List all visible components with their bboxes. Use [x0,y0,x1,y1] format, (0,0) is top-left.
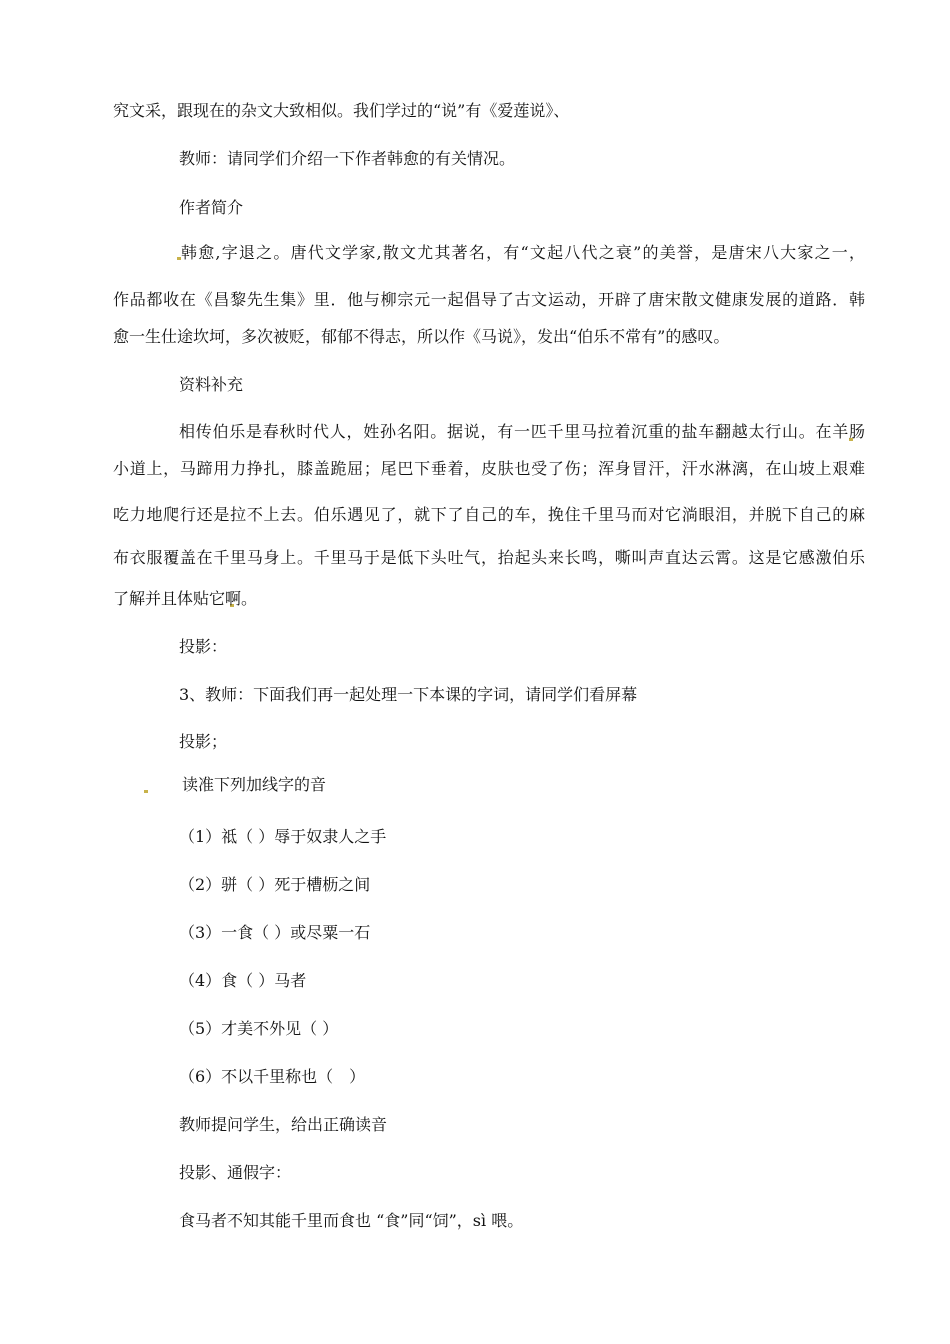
text-line: 作品都收在《昌黎先生集》里．他与柳宗元一起倡导了古文运动，开辟了唐宋散文健康发展的道路．韩 [113,290,865,309]
text-line: 愈一生仕途坎坷，多次被贬，郁郁不得志，所以作《马说》，发出“伯乐不常有”的感叹。 [113,327,730,346]
section-heading-author: 作者简介 [179,198,244,217]
text-line: 了解并且体贴它啊。 [113,589,258,608]
list-item: （1）祗（ ）辱于奴隶人之手 [179,827,387,846]
marker-dot [144,790,148,793]
list-item: （5）才美不外见（ ） [179,1019,339,1038]
text-line: 相传伯乐是春秋时代人，姓孙名阳。据说，有一匹千里马拉着沉重的盐车翻越太行山。在羊肠 [179,422,865,441]
list-item: （4）食（ ）马者 [179,971,307,990]
text-line: 3、教师：下面我们再一起处理一下本课的字词，请同学们看屏幕 [179,685,638,704]
text-line: 布衣服覆盖在千里马身上。千里马于是低下头吐气，抬起头来长鸣，嘶叫声直达云霄。这是它感激伯乐 [113,548,865,567]
text-line: 食马者不知其能千里而食也 “食”同“饲”，sì 喂。 [179,1211,524,1230]
section-heading-supplement: 资料补充 [179,375,244,394]
list-item: （2）骈（ ）死于槽枥之间 [179,875,371,894]
text-line: 读准下列加线字的音 [182,775,327,794]
text-line: 教师提问学生，给出正确读音 [179,1115,388,1134]
text-line: 投影； [179,732,228,751]
list-item: （3）一食（ ）或尽粟一石 [179,923,371,942]
text-line: 教师：请同学们介绍一下作者韩愈的有关情况。 [179,149,516,168]
list-item: （6）不以千里称也（ ） [179,1067,366,1086]
text-line: 投影： [179,637,228,656]
text-line: 究文采，跟现在的杂文大致相似。我们学过的“说”有《爱莲说》、 [113,101,570,120]
text-line: 投影、通假字： [179,1163,292,1182]
text-line: 吃力地爬行还是拉不上去。伯乐遇见了，就下了自己的车，挽住千里马而对它淌眼泪，并脱下自己的麻 [113,505,865,524]
text-line: 小道上，马蹄用力挣扎，膝盖跪屈；尾巴下垂着，皮肤也受了伤；浑身冒汗，汗水淋漓，在山坡上艰难 [113,459,865,478]
text-line: 韩愈,字退之。唐代文学家,散文尤其著名，有“文起八代之衰”的美誉，是唐宋八大家之一， [181,243,865,262]
